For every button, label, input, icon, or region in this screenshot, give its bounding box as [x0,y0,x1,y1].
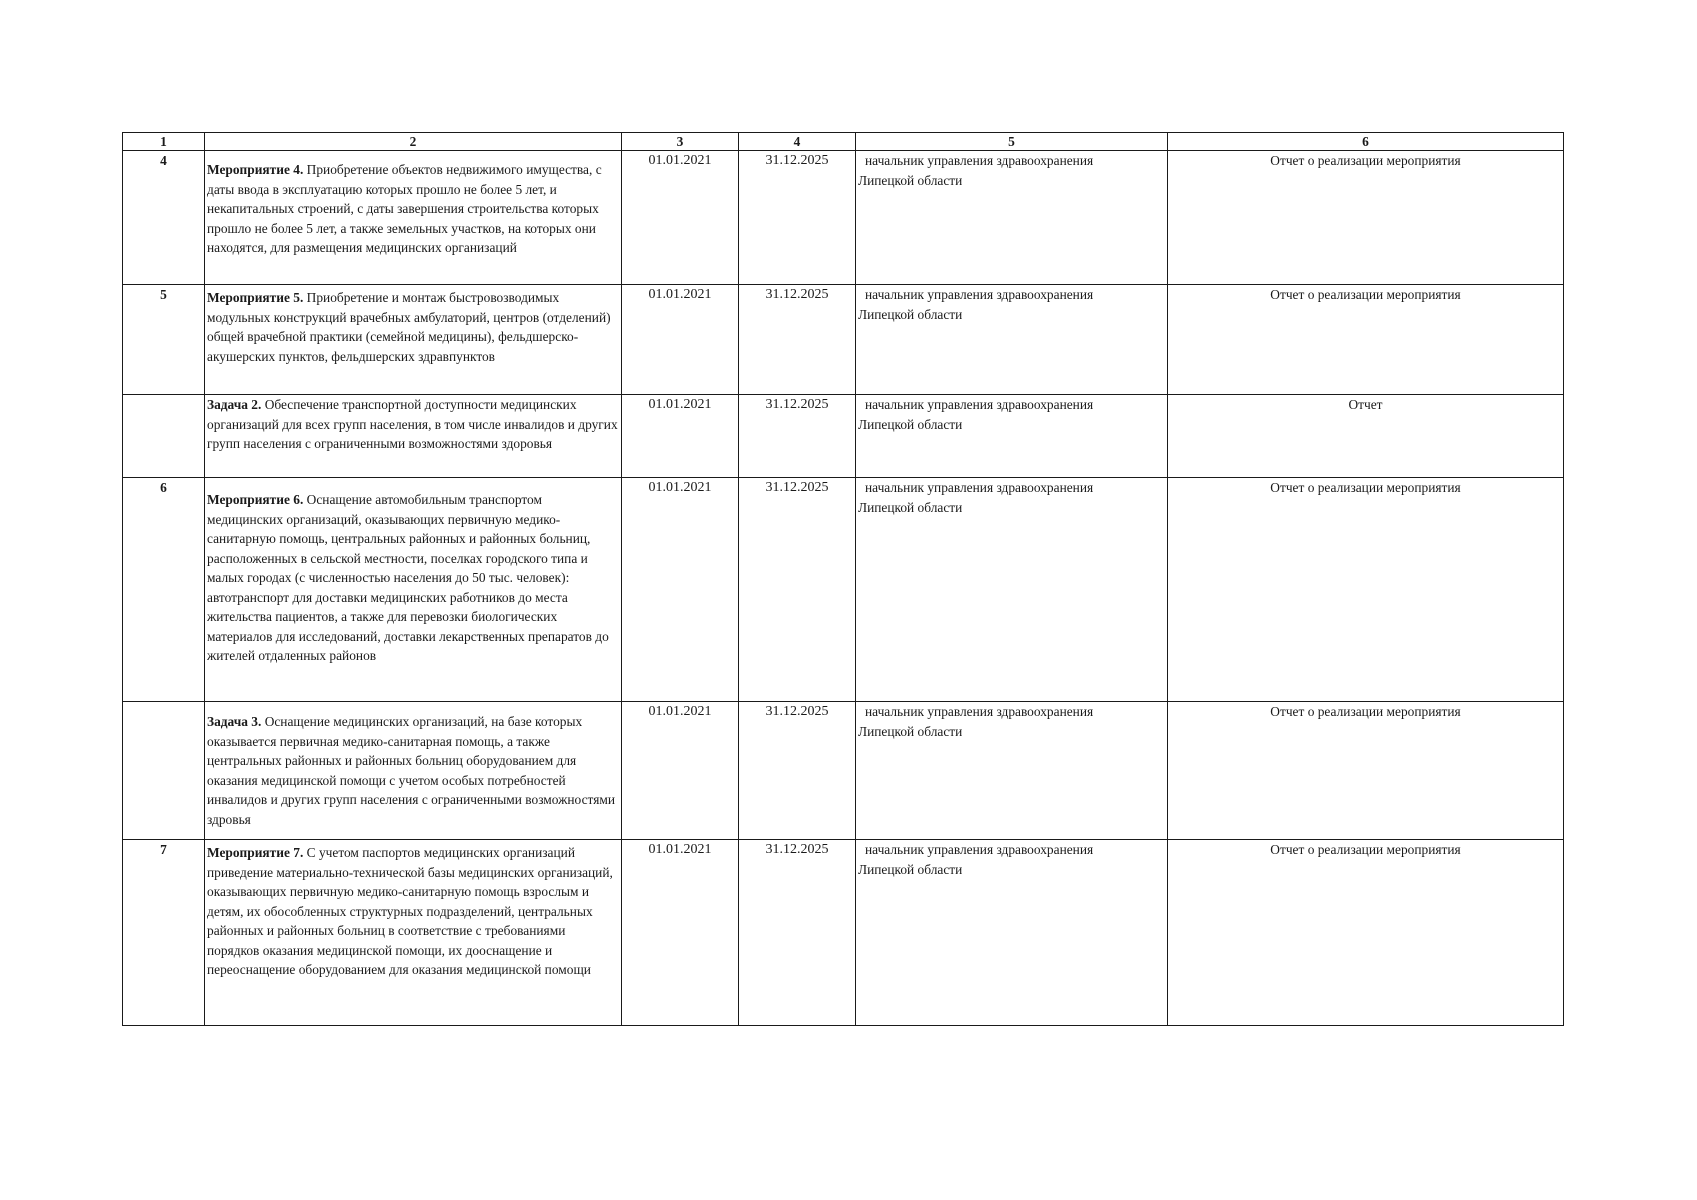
row-description [205,151,622,285]
header-cell-5: 5 [856,133,1168,151]
result: Отчет о реализации мероприятия [1168,840,1564,1026]
row-description [205,702,622,840]
responsible-line-2: Липецкой области [858,306,963,322]
row-text: С учетом паспортов медицинских организаций приведение материально-технической базы медицинских организаций, оказывающих первичную медико-санитарную помощь взрослым и детям, их обособленных структурных подразделений, центральных районных и районных больниц в соответствие с требованиями порядков оказания медицинской помощи, их дооснащение и переоснащение оборудованием для оказания медицинской помощи [207,845,613,977]
table-row [123,395,1564,478]
responsible [856,702,1168,840]
end-date: 31.12.2025 [739,151,856,285]
row-description [205,395,622,478]
result: Отчет о реализации мероприятия [1168,151,1564,285]
responsible [856,285,1168,395]
start-date: 01.01.2021 [622,478,739,702]
result: Отчет о реализации мероприятия [1168,285,1564,395]
responsible-line-2: Липецкой области [858,416,963,432]
responsible-line-1: начальник управления здравоохранения [865,287,1094,302]
table-row [123,151,1564,285]
row-number: 5 [123,285,205,395]
row-description [205,840,622,1026]
responsible-line-1: начальник управления здравоохранения [865,842,1094,857]
row-number: 7 [123,840,205,1026]
responsible-line-2: Липецкой области [858,172,963,188]
header-cell-1: 1 [123,133,205,151]
header-cell-2: 2 [205,133,622,151]
row-description [205,478,622,702]
row-number: 4 [123,151,205,285]
row-label: Мероприятие 4. [207,162,304,177]
end-date: 31.12.2025 [739,840,856,1026]
responsible [856,840,1168,1026]
end-date: 31.12.2025 [739,285,856,395]
table-row [123,840,1564,1026]
responsible-line-1: начальник управления здравоохранения [865,153,1094,168]
responsible [856,395,1168,478]
table-row [123,285,1564,395]
table-row [123,702,1564,840]
responsible-line-2: Липецкой области [858,723,963,739]
row-label: Мероприятие 7. [207,845,304,860]
row-number: 6 [123,478,205,702]
responsible-line-1: начальник управления здравоохранения [865,704,1094,719]
header-cell-6: 6 [1168,133,1564,151]
activities-table [122,132,1564,1026]
table-row [123,478,1564,702]
start-date: 01.01.2021 [622,395,739,478]
document-page [122,132,1563,1026]
row-label: Задача 2. [207,397,262,412]
row-text: Обеспечение транспортной доступности медицинских организаций для всех групп населения, в том числе инвалидов и других групп населения с ограниченными возможностями здоровья [207,397,618,451]
start-date: 01.01.2021 [622,702,739,840]
start-date: 01.01.2021 [622,151,739,285]
responsible-line-2: Липецкой области [858,499,963,515]
row-description [205,285,622,395]
end-date: 31.12.2025 [739,702,856,840]
result: Отчет о реализации мероприятия [1168,702,1564,840]
row-label: Мероприятие 5. [207,290,304,305]
row-text: Оснащение автомобильным транспортом медицинских организаций, оказывающих первичную медико-санитарную помощь, центральных районных и районных больниц, расположенных в сельской местности, поселках городского типа и малых городах (с численностью населения до 50 тыс. человек): автотранспорт для доставки медицинских работников до места жительства пациентов, а также для перевозки биологических материалов для исследований, доставки лекарственных препаратов до жителей отдаленных районов [207,492,609,663]
row-number [123,395,205,478]
header-cell-3: 3 [622,133,739,151]
header-row [123,133,1564,151]
result: Отчет [1168,395,1564,478]
responsible [856,151,1168,285]
row-text: Приобретение и монтаж быстровозводимых модульных конструкций врачебных амбулаторий, центров (отделений) общей врачебной практики (семейной медицины), фельдшерско-акушерских пунктов, фельдшерских здравпунктов [207,290,611,364]
start-date: 01.01.2021 [622,285,739,395]
header-cell-4: 4 [739,133,856,151]
responsible-line-1: начальник управления здравоохранения [865,397,1094,412]
row-number [123,702,205,840]
result: Отчет о реализации мероприятия [1168,478,1564,702]
responsible-line-2: Липецкой области [858,861,963,877]
row-text: Оснащение медицинских организаций, на базе которых оказывается первичная медико-санитарная помощь, а также центральных районных и районных больниц оборудованием для оказания медицинской помощи с учетом особых потребностей инвалидов и других групп населения с ограниченными возможностями здровья [207,714,615,827]
row-label: Задача 3. [207,714,262,729]
responsible [856,478,1168,702]
end-date: 31.12.2025 [739,478,856,702]
row-text: Приобретение объектов недвижимого имущества, с даты ввода в эксплуатацию которых прошло не более 5 лет, и некапитальных строений, с даты завершения строительства которых прошло не более 5 лет, а также земельных участков, на которых они находятся, для размещения медицинских организаций [207,162,602,255]
end-date: 31.12.2025 [739,395,856,478]
row-label: Мероприятие 6. [207,492,304,507]
start-date: 01.01.2021 [622,840,739,1026]
responsible-line-1: начальник управления здравоохранения [865,480,1094,495]
